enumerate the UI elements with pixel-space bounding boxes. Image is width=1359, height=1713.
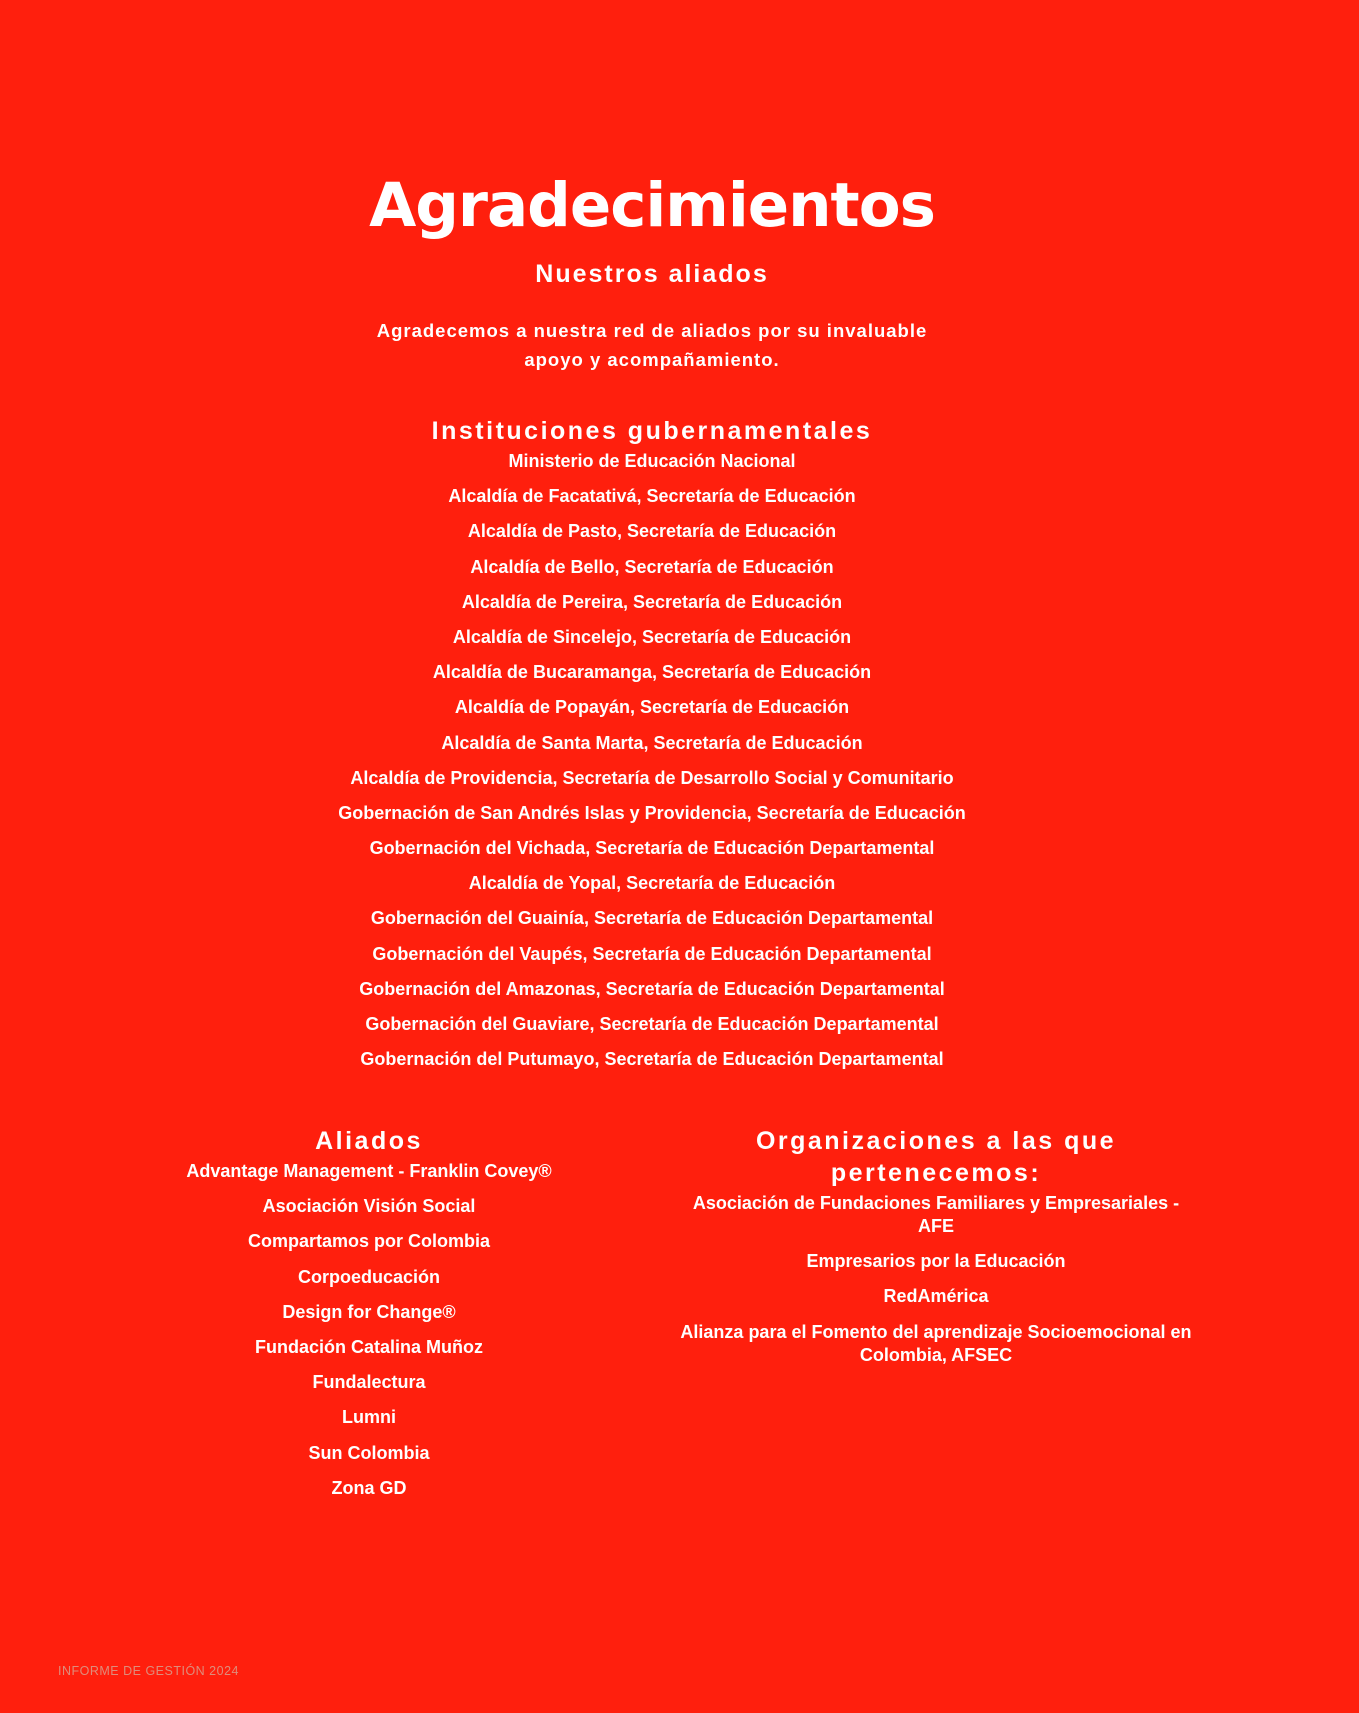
list-item: Ministerio de Educación Nacional [508, 451, 796, 471]
list-item: Alcaldía de Bucaramanga, Secretaría de Educación [432, 662, 872, 683]
government-heading: Instituciones gubernamentales [431, 417, 873, 445]
allies-section [149, 1125, 589, 1512]
list-item: Zona GD [331, 1477, 407, 1498]
list-item: Sun Colombia [308, 1442, 430, 1463]
list-item: Alcaldía de Yopal, Secretaría de Educación [468, 873, 836, 894]
list-item: Gobernación del Vichada, Secretaría de Educación Departamental [369, 838, 935, 859]
intro-paragraph: Agradecemos a nuestra red de aliados por su invaluable apoyo y acompañamiento. [376, 320, 928, 370]
footer-label: INFORME DE GESTIÓN 2024 [58, 1664, 239, 1678]
list-item: Alcaldía de Santa Marta, Secretaría de Educación [441, 732, 863, 753]
list-item: Design for Change® [282, 1301, 456, 1322]
list-item: Gobernación del Putumayo, Secretaría de Educación Departamental [360, 1049, 944, 1070]
list-item: Alcaldía de Providencia, Secretaría de Desarrollo Social y Comunitario [350, 767, 954, 788]
list-item: Asociación Visión Social [262, 1196, 476, 1217]
list-item: Gobernación del Amazonas, Secretaría de Educación Departamental [359, 978, 945, 999]
list-item: Alcaldía de Pasto, Secretaría de Educación [467, 521, 837, 542]
government-list [0, 450, 1304, 1071]
allies-list [149, 1160, 589, 1500]
list-item: RedAmérica [883, 1286, 989, 1307]
list-item: Empresarios por la Educación [806, 1251, 1066, 1272]
organizations-list [676, 1192, 1196, 1367]
list-item: Gobernación de San Andrés Islas y Providencia, Secretaría de Educación [338, 802, 966, 823]
list-item: Asociación de Fundaciones Familiares y Empresariales - AFE [692, 1193, 1180, 1236]
list-item: Alcaldía de Sincelejo, Secretaría de Educación [452, 626, 852, 647]
list-item: Alcaldía de Pereira, Secretaría de Educación [461, 591, 843, 612]
list-item: Alcaldía de Bello, Secretaría de Educación [470, 556, 834, 577]
list-item: Alcaldía de Facatativá, Secretaría de Educación [448, 486, 856, 507]
organizations-heading: Organizaciones a las que pertenecemos: [755, 1127, 1117, 1187]
list-item: Alianza para el Fomento del aprendizaje Socioemocional en Colombia, AFSEC [680, 1321, 1192, 1365]
list-item: Fundación Catalina Muñoz [255, 1336, 483, 1357]
list-item: Advantage Management - Franklin Covey® [186, 1161, 552, 1181]
list-item: Compartamos por Colombia [247, 1231, 491, 1252]
list-item: Gobernación del Guaviare, Secretaría de Educación Departamental [365, 1014, 939, 1034]
page-title: Agradecimientos [369, 170, 935, 241]
allies-heading: Aliados [315, 1127, 423, 1155]
government-section [0, 415, 1304, 1083]
list-item: Gobernación del Vaupés, Secretaría de Educación Departamental [372, 943, 932, 964]
list-item: Corpoeducación [297, 1266, 440, 1287]
list-item: Alcaldía de Popayán, Secretaría de Educación [454, 697, 850, 718]
organizations-section [676, 1125, 1196, 1379]
page-subtitle: Nuestros aliados [535, 260, 769, 288]
list-item: Fundalectura [312, 1372, 426, 1393]
list-item: Gobernación del Guainía, Secretaría de Educación Departamental [370, 908, 934, 929]
list-item: Lumni [342, 1407, 396, 1428]
